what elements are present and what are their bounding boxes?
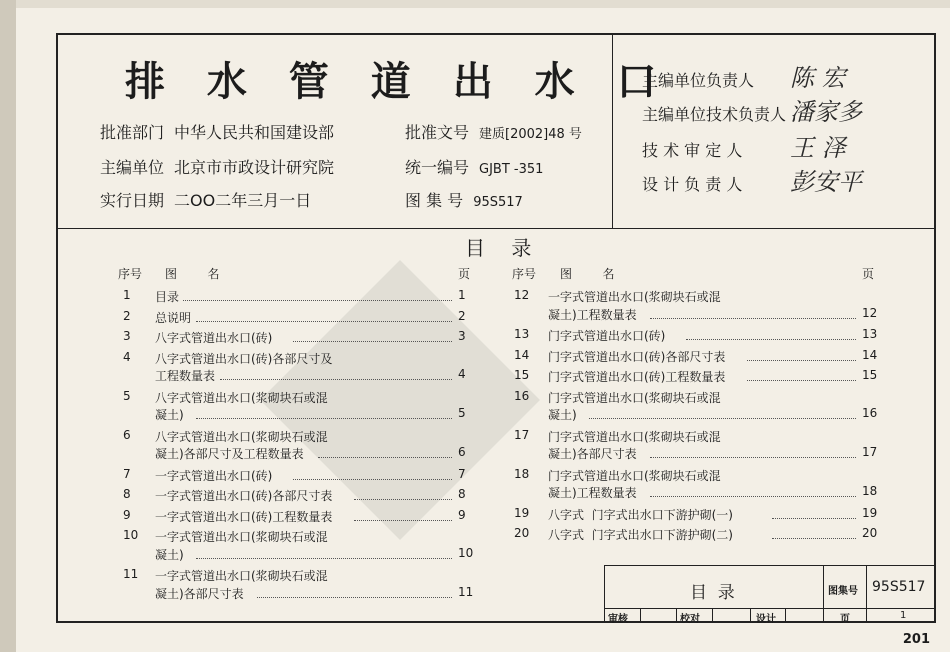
toc-item-page: 3 [458, 329, 466, 343]
info-row-atlas-no [405, 188, 523, 211]
toc-item-name[interactable]: 八字式管道出水口(砖) [155, 331, 273, 345]
toc-leader-dots [589, 418, 856, 419]
toc-item-page: 13 [862, 327, 878, 341]
toc-item-name[interactable]: 一字式管道出水口(浆砌块石或混 [155, 569, 328, 583]
toc-item-name[interactable]: 一字式管道出水口(浆砌块石或混 [548, 290, 721, 304]
toc-header-name: 图 名 [560, 267, 615, 281]
info-label: 主编单位 [100, 158, 165, 177]
info-value: GJBT -351 [479, 162, 544, 177]
toc-header-page: 页 [458, 267, 471, 281]
toc-leader-dots [747, 380, 856, 381]
toc-item-no: 2 [123, 308, 131, 323]
scan-binding-edge [0, 0, 16, 652]
toc-header-no: 序号 [512, 267, 537, 281]
toc-leader-dots [318, 457, 452, 458]
info-value: 95S517 [473, 195, 523, 210]
title-block-sep [676, 608, 677, 622]
info-row-approval-no [405, 120, 582, 143]
toc-item-page: 15 [862, 368, 878, 382]
info-value: 中华人民共和国建设部 [174, 123, 335, 142]
toc-item-name[interactable]: 八字式管道出水口(浆砌块石或混 [155, 429, 328, 444]
info-value: 二OO二年三月一日 [174, 191, 312, 210]
toc-item-no: 13 [514, 327, 530, 341]
toc-item-no: 3 [123, 329, 131, 343]
title-block-review: 审核 [608, 614, 628, 625]
toc-leader-dots [686, 339, 856, 340]
toc-item-name[interactable]: 门字式管道出水口(浆砌块石或混 [548, 468, 721, 483]
toc-item-name[interactable]: 工程数量表 [155, 369, 216, 383]
toc-item-page: 20 [862, 526, 878, 540]
toc-item-page: 19 [862, 505, 878, 520]
toc-item-name[interactable]: 凝土) [548, 408, 577, 422]
signature: 潘家多 [790, 98, 862, 126]
toc-leader-dots [183, 300, 452, 301]
toc-item-page: 10 [458, 545, 474, 560]
role-chief-unit-tech-head [642, 102, 786, 125]
info-label: 实行日期 [100, 191, 165, 210]
signature: 王 泽 [790, 134, 846, 162]
toc-item-name[interactable]: 目录 [155, 290, 180, 304]
toc-leader-dots [747, 360, 856, 361]
toc-leader-dots [354, 520, 452, 521]
toc-item-name[interactable]: 门字式管道出水口(浆砌块石或混 [548, 429, 721, 444]
toc-item-page: 18 [862, 484, 878, 498]
title-block-top [604, 565, 935, 566]
info-value: 北京市市政设计研究院 [174, 158, 335, 177]
title-block-sep [640, 608, 641, 622]
toc-item-page: 14 [862, 347, 878, 362]
toc-leader-dots [650, 457, 856, 458]
toc-item-name[interactable]: 凝土)工程数量表 [548, 486, 637, 500]
title-block-divider [604, 608, 935, 609]
toc-item-page: 8 [458, 487, 466, 501]
info-row-unified-no [405, 155, 543, 178]
title-block-sep [823, 565, 824, 622]
toc-item-no: 7 [123, 466, 131, 481]
toc-item-page: 5 [458, 406, 466, 420]
toc-item-name[interactable]: 门字式管道出水口(砖)各部尺寸表 [548, 349, 726, 364]
toc-item-no: 18 [514, 466, 530, 481]
toc-item-no: 8 [123, 487, 131, 501]
toc-leader-dots [196, 558, 452, 559]
title-block-left [604, 565, 605, 622]
toc-item-no: 20 [514, 526, 530, 540]
toc-item-no: 6 [123, 427, 131, 442]
toc-item-name[interactable]: 一字式管道出水口(浆砌块石或混 [155, 530, 328, 544]
signature: 陈 宏 [790, 64, 846, 92]
toc-item-name[interactable]: 凝土) [155, 408, 184, 422]
toc-item-page: 6 [458, 445, 466, 459]
toc-header-name: 图 名 [165, 267, 220, 281]
toc-item-name[interactable]: 凝土) [155, 547, 184, 562]
toc-item-no: 16 [514, 388, 530, 403]
toc-item-page: 17 [862, 445, 878, 459]
title-block-atlas-label: 图集号 [828, 586, 858, 597]
role-technical-reviewer [642, 138, 742, 161]
toc-item-name[interactable]: 门字式管道出水口(砖)工程数量表 [548, 370, 726, 384]
title-block-title: 目 录 [690, 583, 735, 603]
toc-item-no: 12 [514, 288, 530, 302]
toc-item-no: 15 [514, 368, 530, 382]
info-label: 图 集 号 [405, 191, 464, 210]
toc-item-page: 12 [862, 305, 878, 320]
role-design-head [642, 172, 742, 195]
info-label: 批准部门 [100, 123, 165, 142]
toc-item-name[interactable]: 八字式管道出水口(砖)各部尺寸及 [155, 351, 333, 366]
title-block-check: 校对 [680, 614, 700, 625]
toc-item-name[interactable]: 一字式管道出水口(砖)工程数量表 [155, 509, 333, 524]
book-page-number: 201 [902, 632, 930, 647]
toc-item-page: 1 [458, 288, 466, 302]
toc-header-no: 序号 [118, 267, 143, 281]
toc-item-no: 17 [514, 427, 530, 442]
toc-item-no: 4 [123, 349, 131, 364]
toc-item-name[interactable]: 凝土)各部尺寸及工程数量表 [155, 447, 304, 461]
title-block-design: 设计 [756, 614, 776, 625]
scan-top-edge [0, 0, 950, 8]
toc-leader-dots [354, 499, 452, 500]
toc-item-name[interactable]: 凝土)各部尺寸表 [155, 586, 244, 601]
info-row-approval-dept [100, 120, 334, 143]
toc-item-no: 9 [123, 507, 131, 522]
toc-item-no: 1 [123, 288, 131, 302]
title-block-sep [866, 565, 867, 622]
toc-item-name[interactable]: 一字式管道出水口(砖) [155, 468, 273, 483]
toc-leader-dots [293, 341, 452, 342]
title-block-page-no: 1 [900, 610, 907, 621]
signature: 彭安平 [790, 168, 862, 196]
toc-leader-dots [293, 479, 452, 480]
toc-item-page: 16 [862, 406, 878, 420]
role-label: 设 计 负 责 人 [642, 175, 743, 194]
toc-leader-dots [257, 597, 452, 598]
toc-item-name[interactable]: 一字式管道出水口(砖)各部尺寸表 [155, 489, 333, 503]
toc-leader-dots [220, 379, 452, 380]
toc-header-page: 页 [862, 267, 875, 281]
toc-leader-dots [650, 318, 856, 319]
title-block-atlas-no: 95S517 [872, 579, 926, 595]
role-chief-unit-head [642, 68, 754, 91]
toc-item-name[interactable]: 八字式 门字式出水口下游护砌(二) [548, 528, 733, 542]
title-block-sep [785, 608, 786, 622]
toc-item-no: 14 [514, 347, 530, 362]
toc-item-name[interactable]: 凝土)各部尺寸表 [548, 447, 637, 461]
header-divider [57, 228, 935, 229]
toc-item-page: 7 [458, 466, 466, 481]
role-label: 主编单位技术负责人 [642, 105, 787, 124]
toc-item-no: 10 [123, 528, 139, 542]
toc-item-page: 9 [458, 507, 466, 522]
toc-leader-dots [650, 496, 856, 497]
title-block-page-label: 页 [840, 614, 850, 625]
toc-leader-dots [772, 538, 856, 539]
info-label: 统一编号 [405, 158, 470, 177]
info-row-chief-unit [100, 155, 334, 178]
toc-leader-dots [772, 518, 856, 519]
info-label: 批准文号 [405, 123, 470, 142]
toc-item-name[interactable]: 八字式管道出水口(浆砌块石或混 [155, 390, 328, 405]
toc-item-no: 11 [123, 567, 139, 581]
toc-item-name[interactable]: 门字式管道出水口(浆砌块石或混 [548, 390, 721, 405]
info-row-effective-date [100, 188, 311, 211]
toc-item-name[interactable]: 凝土)工程数量表 [548, 307, 637, 322]
page-title: 排 水 管 道 出 水 口 [125, 58, 671, 105]
toc-leader-dots [196, 418, 452, 419]
title-block-sep [750, 608, 751, 622]
info-value: 建质[2002]48 号 [479, 127, 582, 142]
toc-item-no: 19 [514, 505, 530, 520]
toc-item-no: 5 [123, 388, 131, 403]
role-label: 技 术 审 定 人 [642, 141, 743, 160]
title-block-sep [712, 608, 713, 622]
toc-leader-dots [196, 321, 452, 322]
toc-item-name[interactable]: 八字式 门字式出水口下游护砌(一) [548, 507, 733, 522]
role-label: 主编单位负责人 [642, 71, 755, 90]
toc-item-page: 4 [458, 367, 466, 381]
toc-item-name[interactable]: 门字式管道出水口(砖) [548, 329, 666, 343]
toc-item-page: 11 [458, 584, 474, 599]
toc-item-page: 2 [458, 308, 466, 323]
toc-title: 目 录 [465, 236, 542, 260]
toc-item-name[interactable]: 总说明 [155, 310, 192, 325]
